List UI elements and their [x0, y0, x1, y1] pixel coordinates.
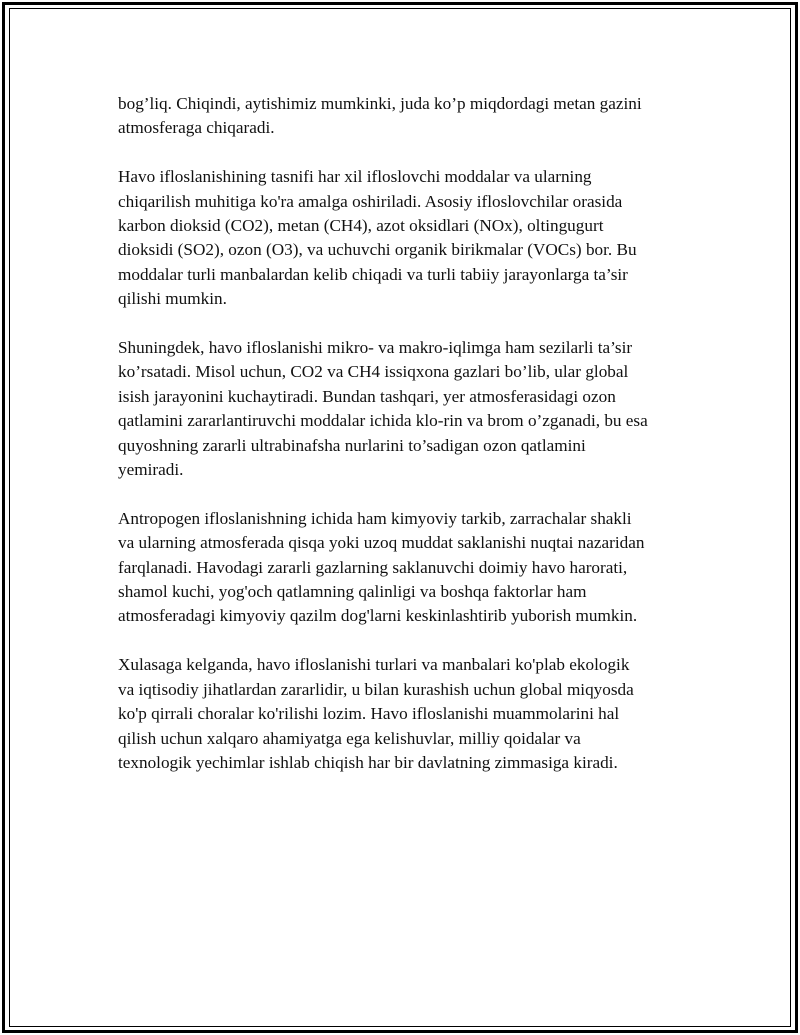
text-line: qilish uchun xalqaro ahamiyatga ega kelishuvlar, milliy qoidalar va: [118, 728, 581, 748]
paragraph-5: [118, 653, 708, 775]
text-line: shamol kuchi, yog'och qatlamning qalinligi va boshqa faktorlar ham: [118, 582, 587, 602]
text-line: atmosferadagi kimyoviy qazilm dog'larni keskinlashtirib yuborish mumkin.: [118, 606, 638, 626]
text-line: Xulasaga kelganda, havo ifloslanishi turlari va manbalari ko'plab ekologik: [118, 655, 630, 675]
text-line: farqlanadi. Havodagi zararli gazlarning saklanuvchi doimiy havo harorati,: [118, 557, 628, 577]
text-line: Antropogen ifloslanishning ichida ham kimyoviy tarkib, zarrachalar shakli: [118, 508, 632, 528]
paragraph-4: [118, 507, 708, 629]
text-line: qatlamini zararlantiruvchi moddalar ichida klo-rin va brom o’zganadi, bu esa: [118, 411, 648, 431]
text-line: va ularning atmosferada qisqa yoki uzoq muddat saklanishi nuqtai nazaridan: [118, 533, 645, 553]
text-line: Shuningdek, havo ifloslanishi mikro- va makro-iqlimga ham sezilarli ta’sir: [118, 338, 633, 358]
text-line: texnologik yechimlar ishlab chiqish har bir davlatning zimmasiga kiradi.: [118, 752, 618, 772]
text-line: Havo ifloslanishining tasnifi har xil ifloslovchi moddalar va ularning: [118, 167, 592, 187]
text-line: isish jarayonini kuchaytiradi. Bundan tashqari, yer atmosferasidagi ozon: [118, 386, 616, 406]
text-line: qilishi mumkin.: [118, 289, 227, 309]
text-line: ko'p qirrali choralar ko'rilishi lozim. Havo ifloslanishi muammolarini hal: [118, 704, 620, 724]
paragraph-1: [118, 92, 708, 141]
text-line: dioksidi (SO2), ozon (O3), va uchuvchi organik birikmalar (VOCs) bor. Bu: [118, 240, 637, 260]
document-body: [118, 92, 708, 800]
text-line: moddalar turli manbalardan kelib chiqadi va turli tabiiy jarayonlarga ta’sir: [118, 264, 628, 284]
text-line: yemiradi.: [118, 460, 184, 480]
text-line: karbon dioksid (CO2), metan (CH4), azot oksidlari (NOx), oltingugurt: [118, 216, 604, 236]
paragraph-2: [118, 165, 708, 311]
paragraph-3: [118, 336, 708, 482]
text-line: bog’liq. Chiqindi, aytishimiz mumkinki, juda ko’p miqdordagi metan gazini: [118, 94, 642, 113]
text-line: ko’rsatadi. Misol uchun, CO2 va CH4 issiqxona gazlari bo’lib, ular global: [118, 362, 629, 382]
text-line: chiqarilish muhitiga ko'ra amalga oshiriladi. Asosiy ifloslovchilar orasida: [118, 191, 623, 211]
text-line: atmosferaga chiqaradi.: [118, 118, 275, 138]
text-line: quyoshning zararli ultrabinafsha nurlarini to’sadigan ozon qatlamini: [118, 435, 586, 455]
text-line: va iqtisodiy jihatlardan zararlidir, u bilan kurashish uchun global miqyosda: [118, 679, 634, 699]
